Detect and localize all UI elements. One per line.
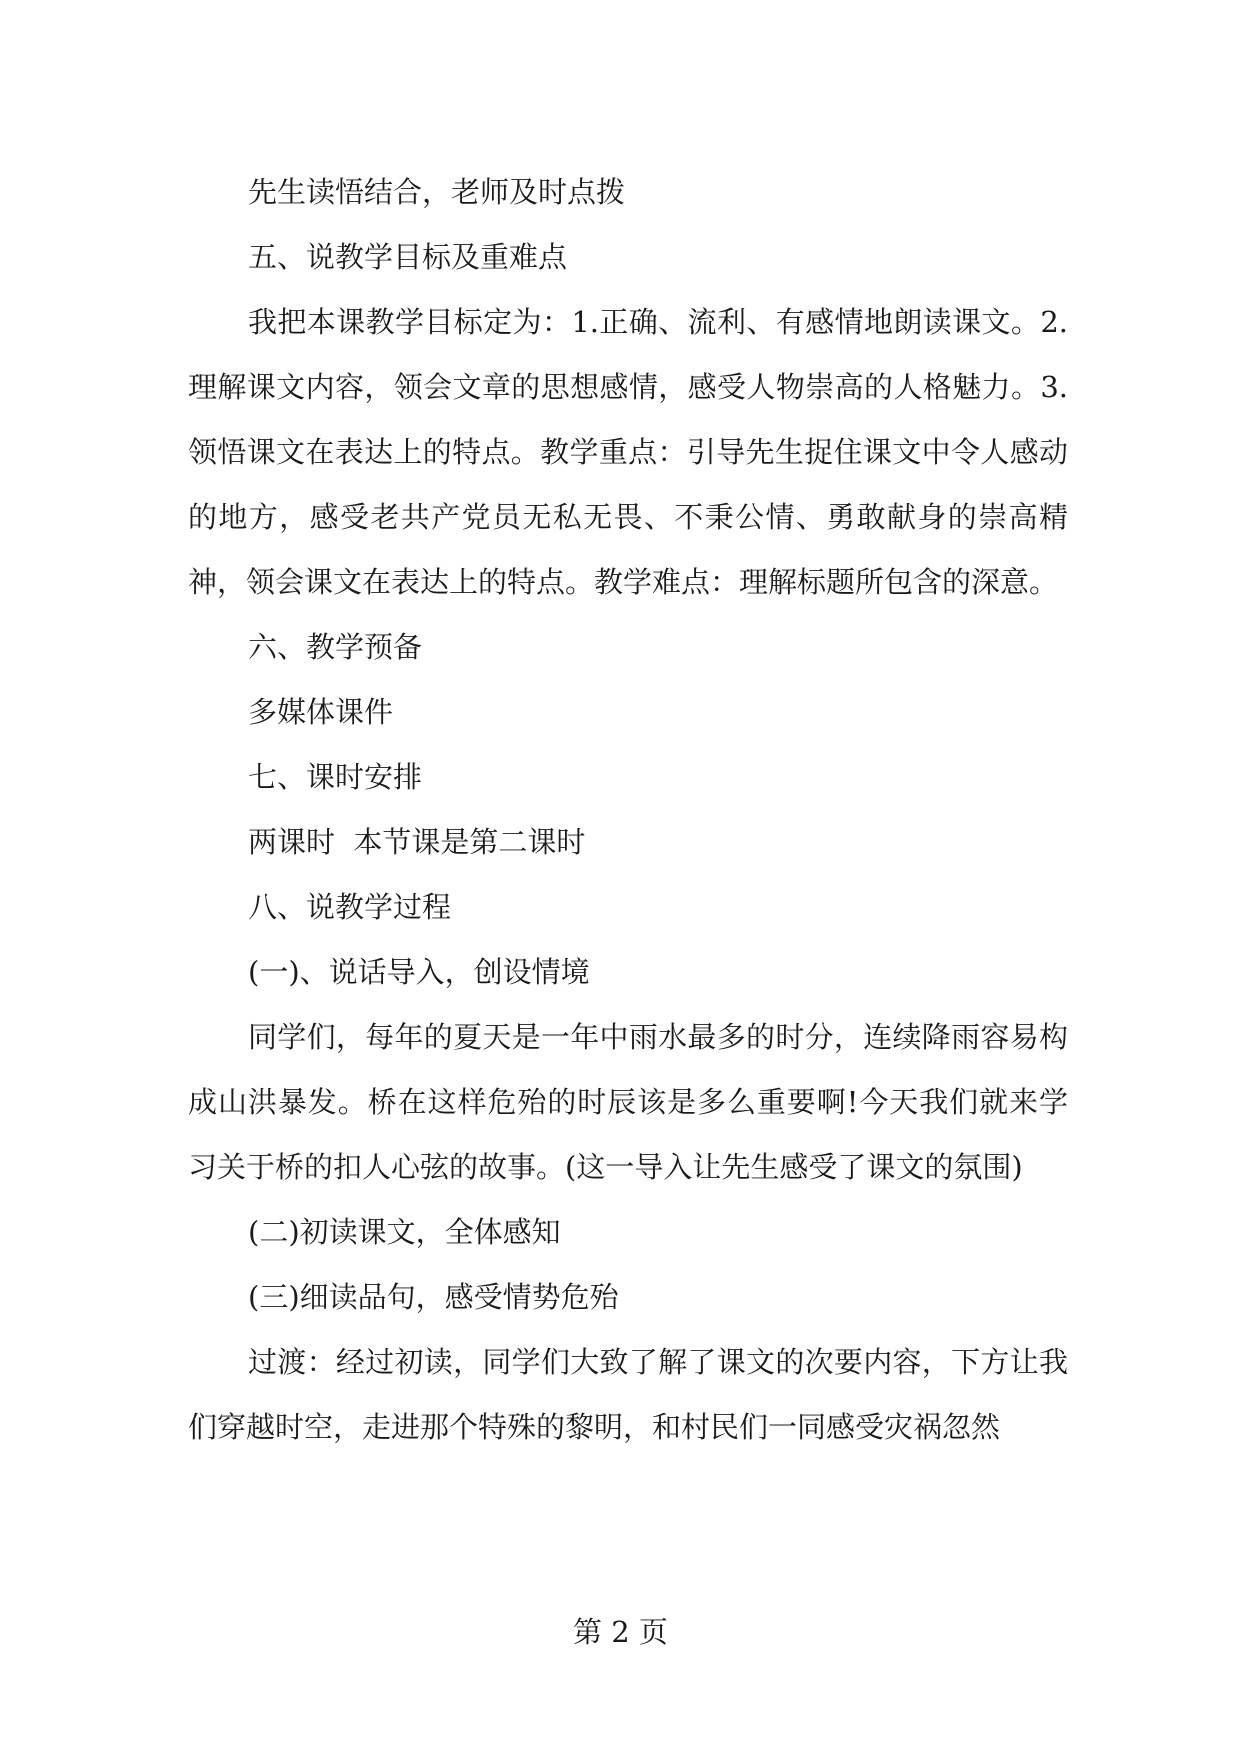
heading-teaching-process: 八、说教学过程 bbox=[248, 890, 452, 924]
heading-teaching-preparation: 六、教学预备 bbox=[248, 630, 423, 664]
page-number-footer: 第 2 页 bbox=[573, 1615, 668, 1649]
subheading-introduction: (一)、说话导入，创设情境 bbox=[248, 955, 590, 989]
paragraph-multimedia: 多媒体课件 bbox=[248, 695, 394, 729]
paragraph-transition: 过渡：经过初读，同学们大致了解了课文的次要内容，下方让我们穿越时空，走进那个特殊的黎明，和村民们一同感受灾祸忽然 bbox=[188, 1345, 1068, 1444]
heading-teaching-goals: 五、说教学目标及重难点 bbox=[248, 240, 568, 274]
paragraph-class-schedule: 两课时 本节课是第二课时 bbox=[248, 825, 586, 859]
subheading-close-reading: (三)细读品句，感受情势危殆 bbox=[248, 1280, 619, 1314]
paragraph-reading-method: 先生读悟结合，老师及时点拨 bbox=[248, 175, 626, 209]
subheading-first-reading: (二)初读课文，全体感知 bbox=[248, 1215, 561, 1249]
paragraph-teaching-goals: 我把本课教学目标定为：1.正确、流利、有感情地朗读课文。2.理解课文内容，领会文章的思想感情，感受人物崇高的人格魅力。3.领悟课文在表达上的特点。教学重点：引导先生捉住课文中令人感动的地方，感受老共产党员无私无畏、不秉公情、勇敢献身的崇高精神，领会课文在表达上的特点。教学难点：理解标题所包含的深意。 bbox=[188, 305, 1068, 599]
heading-class-schedule: 七、课时安排 bbox=[248, 760, 423, 794]
paragraph-introduction: 同学们，每年的夏天是一年中雨水最多的时分，连续降雨容易构成山洪暴发。桥在这样危殆的时辰该是多么重要啊!今天我们就来学习关于桥的扣人心弦的故事。(这一导入让先生感受了课文的氛围) bbox=[188, 1020, 1068, 1184]
document-body bbox=[188, 160, 1068, 1460]
